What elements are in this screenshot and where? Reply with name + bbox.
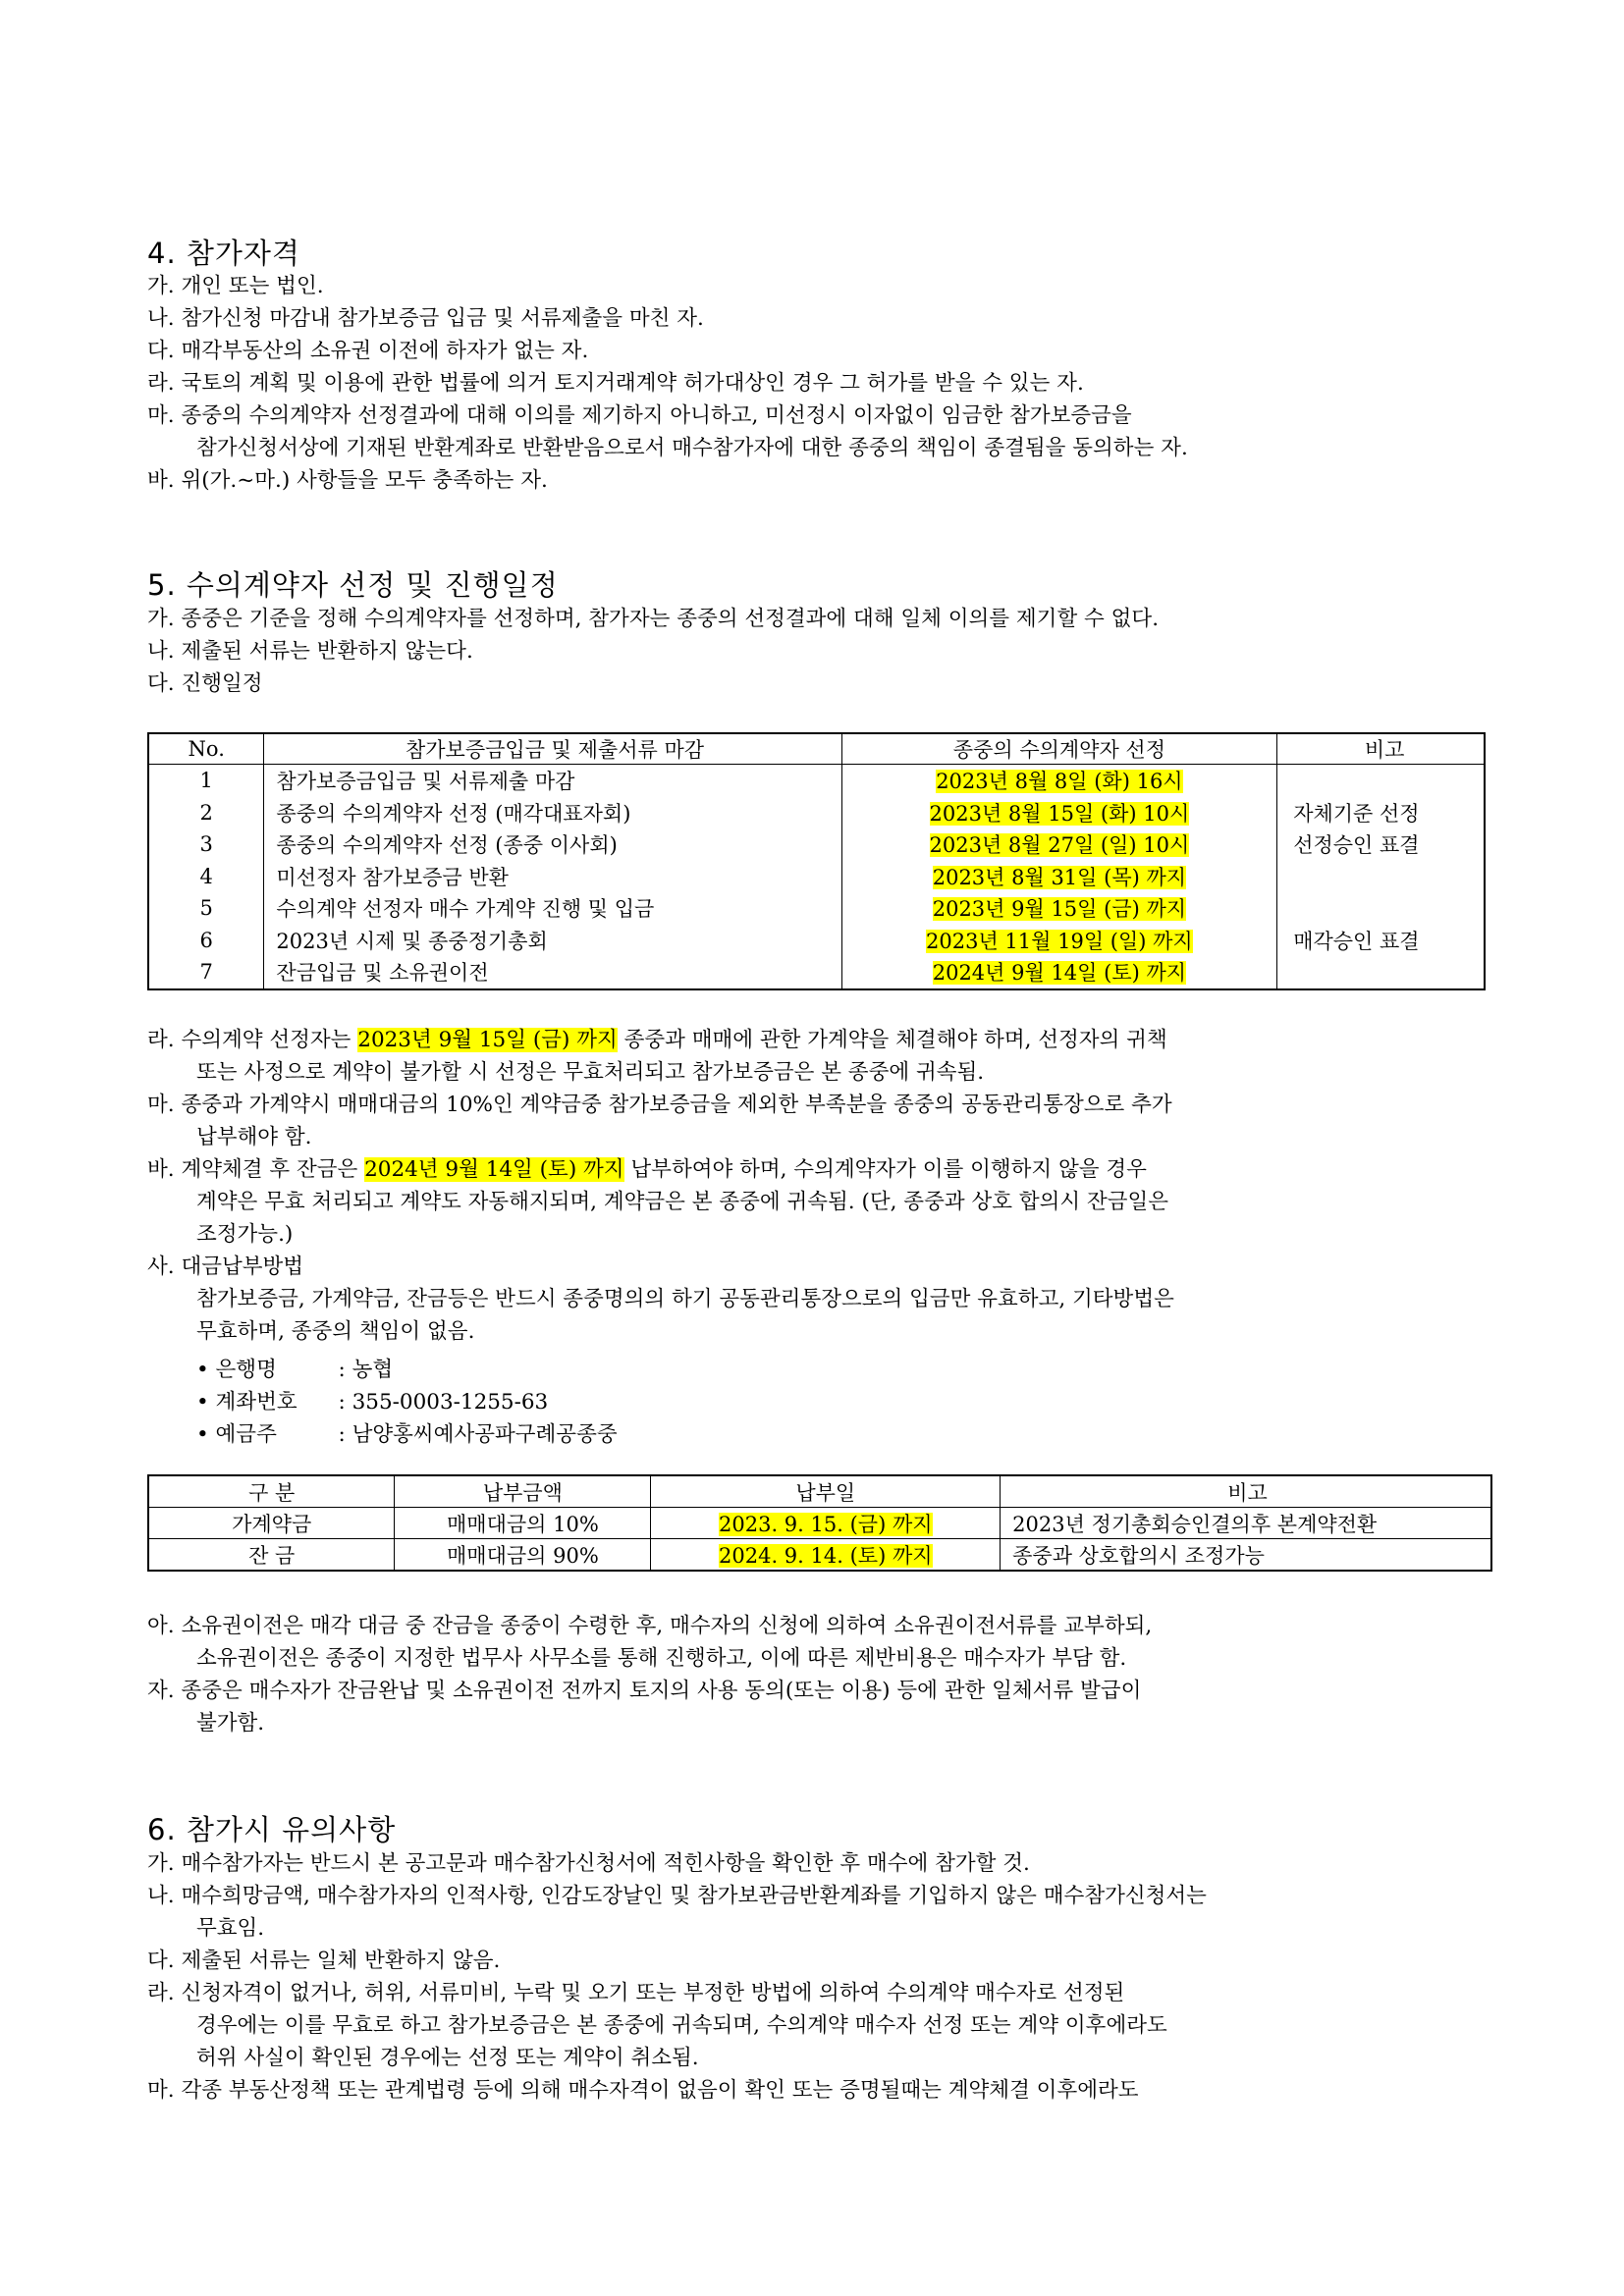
payment-date: 2023. 9. 15. (금) 까지 bbox=[719, 1512, 933, 1536]
schedule-date: 2024년 9월 14일 (토) 까지 bbox=[932, 961, 1187, 986]
schedule-header-task: 참가보증금입금 및 제출서류 마감 bbox=[264, 733, 841, 765]
table-row bbox=[148, 765, 1485, 797]
sec6-item-ma: 마. 각종 부동산정책 또는 관계법령 등에 의해 매수자격이 없음이 확인 또는 증명될때는 계약체결 이후에라도 bbox=[147, 2078, 1139, 2103]
payment-header-amount: 납부금액 bbox=[395, 1475, 651, 1508]
sec5-ra-text: 라. 수의계약 선정자는 bbox=[147, 1028, 358, 1052]
table-row bbox=[148, 925, 1485, 957]
sec5-item-ja-cont: 불가함. bbox=[196, 1711, 265, 1735]
sec5-item-sa-line2: 무효하며, 종중의 책임이 없음. bbox=[196, 1319, 475, 1344]
payment-header-gubun: 구 분 bbox=[148, 1475, 395, 1508]
sec6-item-ra: 라. 신청자격이 없거나, 허위, 서류미비, 누락 및 오기 또는 부정한 방법에 의하여 수의계약 매수자로 선정된 bbox=[147, 1981, 1125, 2005]
sec5-item-ja: 자. 종중은 매수자가 잔금완납 및 소유권이전 전까지 토지의 사용 동의(또는 이용) 등에 관한 일체서류 발급이 bbox=[147, 1679, 1142, 1703]
schedule-note: 선정승인 표결 bbox=[1277, 828, 1485, 861]
payment-note: 종중과 상호합의시 조정가능 bbox=[1001, 1539, 1491, 1572]
schedule-note: 자체기준 선정 bbox=[1277, 797, 1485, 829]
sec5-item-ba bbox=[147, 1156, 1147, 1184]
section-5-title: 5. 수의계약자 선정 및 진행일정 bbox=[147, 568, 559, 602]
table-row bbox=[148, 828, 1485, 861]
schedule-task: 참가보증금입금 및 서류제출 마감 bbox=[264, 765, 841, 797]
payment-header-date: 납부일 bbox=[651, 1475, 1001, 1508]
sec4-item-da: 다. 매각부동산의 소유권 이전에 하자가 없는 자. bbox=[147, 339, 589, 363]
schedule-date: 2023년 8월 27일 (일) 10시 bbox=[929, 833, 1190, 858]
schedule-note bbox=[1277, 892, 1485, 925]
payment-table bbox=[147, 1474, 1492, 1572]
sec5-item-sa-title: 사. 대금납부방법 bbox=[147, 1255, 304, 1279]
bank-name-value: : 농협 bbox=[338, 1358, 394, 1382]
sec5-item-da: 다. 진행일정 bbox=[147, 671, 263, 696]
schedule-note bbox=[1277, 861, 1485, 893]
sec5-item-na: 나. 제출된 서류는 반환하지 않는다. bbox=[147, 639, 473, 664]
section-6-title: 6. 참가시 유의사항 bbox=[147, 1813, 397, 1846]
bank-name-item: • 은행명 : 농협 bbox=[196, 1353, 393, 1383]
table-row bbox=[148, 797, 1485, 829]
sec4-item-ga: 가. 개인 또는 법인. bbox=[147, 274, 324, 298]
sec5-ra-text-post: 종중과 매매에 관한 가계약을 체결해야 하며, 선정자의 귀책 bbox=[617, 1028, 1167, 1052]
schedule-date: 2023년 8월 15일 (화) 10시 bbox=[929, 801, 1190, 826]
sec5-item-a: 아. 소유권이전은 매각 대금 중 잔금을 종중이 수령한 후, 매수자의 신청에 의하여 소유권이전서류를 교부하되, bbox=[147, 1614, 1153, 1638]
sec6-item-ga: 가. 매수참가자는 반드시 본 공고문과 매수참가신청서에 적힌사항을 확인한 후 매수에 참가할 것. bbox=[147, 1851, 1030, 1876]
sec5-item-sa-line1: 참가보증금, 가계약금, 잔금등은 반드시 종중명의의 하기 공동관리통장으로의 입금만 유효하고, 기타방법은 bbox=[196, 1287, 1174, 1311]
schedule-note bbox=[1277, 956, 1485, 989]
sec4-item-ma: 마. 종중의 수의계약자 선정결과에 대해 이의를 제기하지 아니하고, 미선정시 이자없이 임금한 참가보증금을 bbox=[147, 403, 1132, 428]
schedule-header-row bbox=[148, 733, 1485, 765]
sec6-item-da: 다. 제출된 서류는 일체 반환하지 않음. bbox=[147, 1949, 501, 1973]
payment-date: 2024. 9. 14. (토) 까지 bbox=[719, 1543, 933, 1568]
account-holder-label: 예금주 bbox=[215, 1422, 277, 1447]
schedule-task: 종중의 수의계약자 선정 (매각대표자회) bbox=[264, 797, 841, 829]
table-row bbox=[148, 861, 1485, 893]
sec6-item-ra-cont2: 허위 사실이 확인된 경우에는 선정 또는 계약이 취소됨. bbox=[196, 2046, 699, 2070]
table-row bbox=[148, 892, 1485, 925]
schedule-no: 6 bbox=[148, 925, 264, 957]
schedule-header-no: No. bbox=[148, 733, 264, 765]
schedule-no: 4 bbox=[148, 861, 264, 893]
sec4-item-na: 나. 참가신청 마감내 참가보증금 입금 및 서류제출을 마친 자. bbox=[147, 306, 704, 331]
table-row bbox=[148, 1539, 1491, 1572]
payment-header-row bbox=[148, 1475, 1491, 1508]
account-number-value: : 355-0003-1255-63 bbox=[338, 1390, 549, 1415]
schedule-no: 3 bbox=[148, 828, 264, 861]
sec5-item-ga: 가. 종중은 기준을 정해 수의계약자를 선정하며, 참가자는 종중의 선정결과에 대해 일체 이의를 제기할 수 없다. bbox=[147, 607, 1160, 631]
sec5-item-ra bbox=[147, 1027, 1167, 1054]
sec5-ba-text: 바. 계약체결 후 잔금은 bbox=[147, 1157, 365, 1182]
sec4-item-ma-cont: 참가신청서상에 기재된 반환계좌로 반환받음으로서 매수참가자에 대한 종중의 책임이 종결됨을 동의하는 자. bbox=[196, 436, 1188, 460]
account-holder-value: : 남양홍씨예사공파구례공종중 bbox=[338, 1422, 618, 1447]
sec4-item-ra: 라. 국토의 계획 및 이용에 관한 법률에 의거 토지거래계약 허가대상인 경우 그 허가를 받을 수 있는 자. bbox=[147, 371, 1084, 396]
table-row bbox=[148, 1508, 1491, 1539]
sec4-item-ba: 바. 위(가.~마.) 사항들을 모두 충족하는 자. bbox=[147, 468, 548, 493]
sec5-item-ma: 마. 종중과 가계약시 매매대금의 10%인 계약금중 참가보증금을 제외한 부족분을 종중의 공동관리통장으로 추가 bbox=[147, 1093, 1172, 1117]
schedule-task: 수의계약 선정자 매수 가계약 진행 및 입금 bbox=[264, 892, 841, 925]
schedule-note bbox=[1277, 765, 1485, 797]
schedule-table bbox=[147, 732, 1486, 990]
sec5-ba-deadline: 2024년 9월 14일 (토) 까지 bbox=[364, 1157, 624, 1182]
sec5-item-a-cont: 소유권이전은 종중이 지정한 법무사 사무소를 통해 진행하고, 이에 따른 제반비용은 매수자가 부담 함. bbox=[196, 1646, 1127, 1671]
sec5-item-ba-cont1: 계약은 무효 처리되고 계약도 자동해지되며, 계약금은 본 종중에 귀속됨. (단, 종중과 상호 합의시 잔금일은 bbox=[196, 1190, 1169, 1214]
account-holder-item: • 예금주 : 남양홍씨예사공파구례공종중 bbox=[196, 1417, 618, 1448]
section-4-title: 4. 참가자격 bbox=[147, 237, 300, 270]
sec5-item-ba-cont2: 조정가능.) bbox=[196, 1222, 294, 1247]
schedule-no: 5 bbox=[148, 892, 264, 925]
schedule-task: 잔금입금 및 소유권이전 bbox=[264, 956, 841, 989]
table-row bbox=[148, 956, 1485, 989]
payment-header-note: 비고 bbox=[1001, 1475, 1491, 1508]
schedule-date: 2023년 11월 19일 (일) 까지 bbox=[926, 929, 1193, 953]
sec5-item-ma-cont: 납부해야 함. bbox=[196, 1125, 312, 1149]
payment-gubun: 잔 금 bbox=[148, 1539, 395, 1572]
schedule-no: 7 bbox=[148, 956, 264, 989]
payment-amount: 매매대금의 10% bbox=[395, 1508, 651, 1539]
payment-gubun: 가계약금 bbox=[148, 1508, 395, 1539]
schedule-date: 2023년 8월 8일 (화) 16시 bbox=[936, 770, 1183, 794]
schedule-no: 2 bbox=[148, 797, 264, 829]
schedule-header-note: 비고 bbox=[1277, 733, 1485, 765]
schedule-task: 미선정자 참가보증금 반환 bbox=[264, 861, 841, 893]
sec5-ba-text-post: 납부하여야 하며, 수의계약자가 이를 이행하지 않을 경우 bbox=[623, 1157, 1147, 1182]
account-number-label: 계좌번호 bbox=[215, 1390, 298, 1415]
sec6-item-ra-cont1: 경우에는 이를 무효로 하고 참가보증금은 본 종중에 귀속되며, 수의계약 매수자 선정 또는 계약 이후에라도 bbox=[196, 2013, 1167, 2038]
schedule-task: 종중의 수의계약자 선정 (종중 이사회) bbox=[264, 828, 841, 861]
sec6-item-na-cont: 무효임. bbox=[196, 1916, 265, 1941]
schedule-header-date: 종중의 수의계약자 선정 bbox=[841, 733, 1277, 765]
schedule-no: 1 bbox=[148, 765, 264, 797]
schedule-date: 2023년 9월 15일 (금) 까지 bbox=[932, 897, 1187, 922]
schedule-task: 2023년 시제 및 종중정기총회 bbox=[264, 925, 841, 957]
payment-amount: 매매대금의 90% bbox=[395, 1539, 651, 1572]
bank-name-label: 은행명 bbox=[215, 1358, 277, 1382]
schedule-note: 매각승인 표결 bbox=[1277, 925, 1485, 957]
sec6-item-na: 나. 매수희망금액, 매수참가자의 인적사항, 인감도장날인 및 참가보관금반환계좌를 기입하지 않은 매수참가신청서는 bbox=[147, 1884, 1207, 1908]
payment-note: 2023년 정기총회승인결의후 본계약전환 bbox=[1001, 1508, 1491, 1539]
account-number-item: • 계좌번호 : 355-0003-1255-63 bbox=[196, 1385, 548, 1415]
schedule-date: 2023년 8월 31일 (목) 까지 bbox=[932, 865, 1187, 889]
sec5-item-ra-cont: 또는 사정으로 계약이 불가할 시 선정은 무효처리되고 참가보증금은 본 종중에 귀속됨. bbox=[196, 1060, 985, 1085]
sec5-ra-deadline: 2023년 9월 15일 (금) 까지 bbox=[357, 1028, 618, 1052]
